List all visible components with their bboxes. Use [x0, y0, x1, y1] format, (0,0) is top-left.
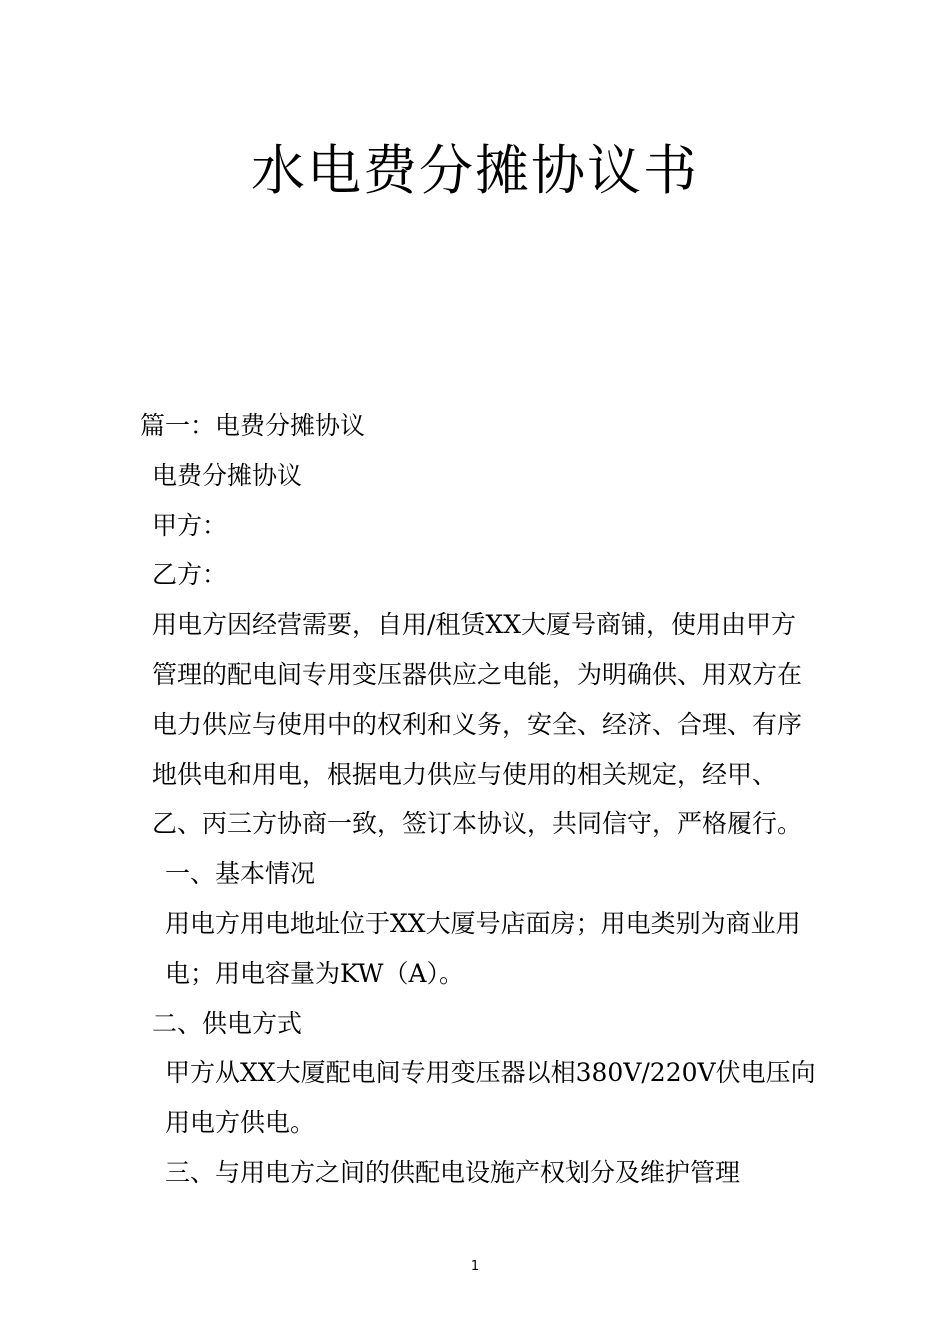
- paragraph-section-heading: 篇一：电费分摊协议: [140, 411, 366, 440]
- paragraph-supply-method: 甲方从XX大厦配电间专用变压器以相380V/220V伏电压向用电方供电。: [165, 1058, 816, 1138]
- paragraph-basic-info: 用电方用电地址位于XX大厦号店面房；用电类别为商业用电；用电容量为KW（A）。: [165, 908, 801, 988]
- paragraph-heading-supply-method: 二、供电方式: [152, 1008, 303, 1038]
- paragraph-preamble: 用电方因经营需要，自用/租赁XX大厦号商铺，使用由甲方管理的配电间专用变压器供应之电能，为明确供、用双方在电力供应与使用中的权利和义务，安全、经济、合理、有序地供电和用电，根据电力供应与使用的相关规定，经甲、乙、丙三方协商一致，签订本协议，共同信守，严格履行。: [152, 610, 803, 839]
- paragraph-party-b: 乙方：: [152, 560, 228, 590]
- document-title: 水电费分摊协议书: [251, 139, 699, 202]
- page-number: 1: [470, 1259, 480, 1274]
- paragraph-party-a: 甲方：: [152, 510, 228, 540]
- paragraph-agreement-name: 电费分摊协议: [152, 460, 303, 490]
- paragraph-heading-property-rights: 三、与用电方之间的供配电设施产权划分及维护管理: [165, 1157, 741, 1187]
- paragraph-heading-basic-info: 一、基本情况: [165, 859, 316, 889]
- document-body: [140, 401, 820, 1198]
